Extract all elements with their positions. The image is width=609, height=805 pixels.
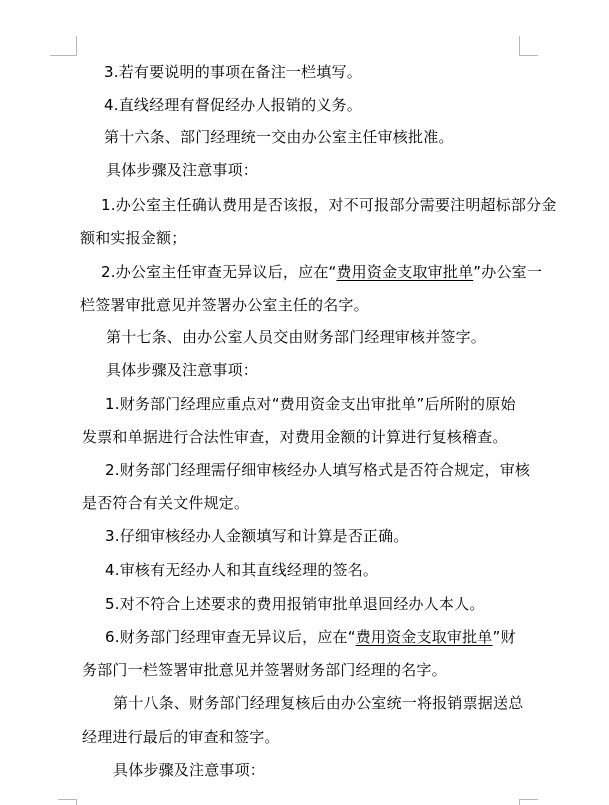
corner-mark-top-right-v <box>519 36 520 55</box>
paragraph-line: 额和实报金额； <box>80 229 187 247</box>
paragraph-line: 3.若有要说明的事项在备注一栏填写。 <box>104 63 362 81</box>
article-heading: 第十八条、财务部门经理复核后由办公室统一将报销票据送总 <box>113 694 524 712</box>
form-name-link: 费用资金支取审批单 <box>336 263 474 281</box>
paragraph-line: 栏签署审批意见并签署办公室主任的名字。 <box>80 296 369 314</box>
paragraph-line <box>105 628 516 646</box>
paragraph-line: 1.办公室主任确认费用是否该报，对不可报部分需要注明超标部分金 <box>101 196 557 214</box>
line-text-pre: 2.办公室主任审查无异议后，应在“ <box>101 263 337 281</box>
corner-mark-top-right-h <box>519 55 538 56</box>
steps-heading: 具体步骤及注意事项： <box>113 761 266 779</box>
line-text-pre: 6.财务部门经理审查无异议后，应在“ <box>105 628 356 646</box>
paragraph-line: 2.财务部门经理需仔细审核经办人填写格式是否符合规定，审核 <box>105 461 531 479</box>
corner-mark-top-left-h <box>50 55 77 56</box>
paragraph-line: 4.直线经理有督促经办人报销的义务。 <box>104 96 362 114</box>
corner-mark-bottom-right-h <box>519 799 538 800</box>
steps-heading: 具体步骤及注意事项： <box>106 161 259 179</box>
paragraph-line <box>101 263 542 281</box>
paragraph-line: 经理进行最后的审查和签字。 <box>82 728 280 746</box>
line-text-post: ”财 <box>492 628 516 646</box>
paragraph-line: 3.仔细审核经办人金额填写和计算是否正确。 <box>105 527 409 545</box>
paragraph-line: 1.财务部门经理应重点对“费用资金支出审批单”后所附的原始 <box>105 395 516 413</box>
article-heading: 第十七条、由办公室人员交由财务部门经理审核并签字。 <box>106 328 487 346</box>
paragraph-line: 4.审核有无经办人和其直线经理的签名。 <box>105 561 379 579</box>
paragraph-line: 务部门一栏签署审批意见并签署财务部门经理的名字。 <box>82 661 447 679</box>
corner-mark-bottom-left-h <box>58 799 77 800</box>
steps-heading: 具体步骤及注意事项： <box>106 361 259 379</box>
paragraph-line: 5.对不符合上述要求的费用报销审批单退回经办人本人。 <box>105 595 485 613</box>
corner-mark-top-left-v <box>76 36 77 55</box>
line-text-post: ”办公室一 <box>473 263 543 281</box>
paragraph-line: 是否符合有关文件规定。 <box>82 494 250 512</box>
form-name-link: 费用资金支取审批单 <box>355 628 493 646</box>
article-heading: 第十六条、部门经理统一交由办公室主任审核批准。 <box>104 128 454 146</box>
corner-mark-bottom-right-v <box>519 799 520 805</box>
paragraph-line: 发票和单据进行合法性审查，对费用金额的计算进行复核稽查。 <box>82 428 508 446</box>
corner-mark-bottom-left-v <box>76 799 77 805</box>
